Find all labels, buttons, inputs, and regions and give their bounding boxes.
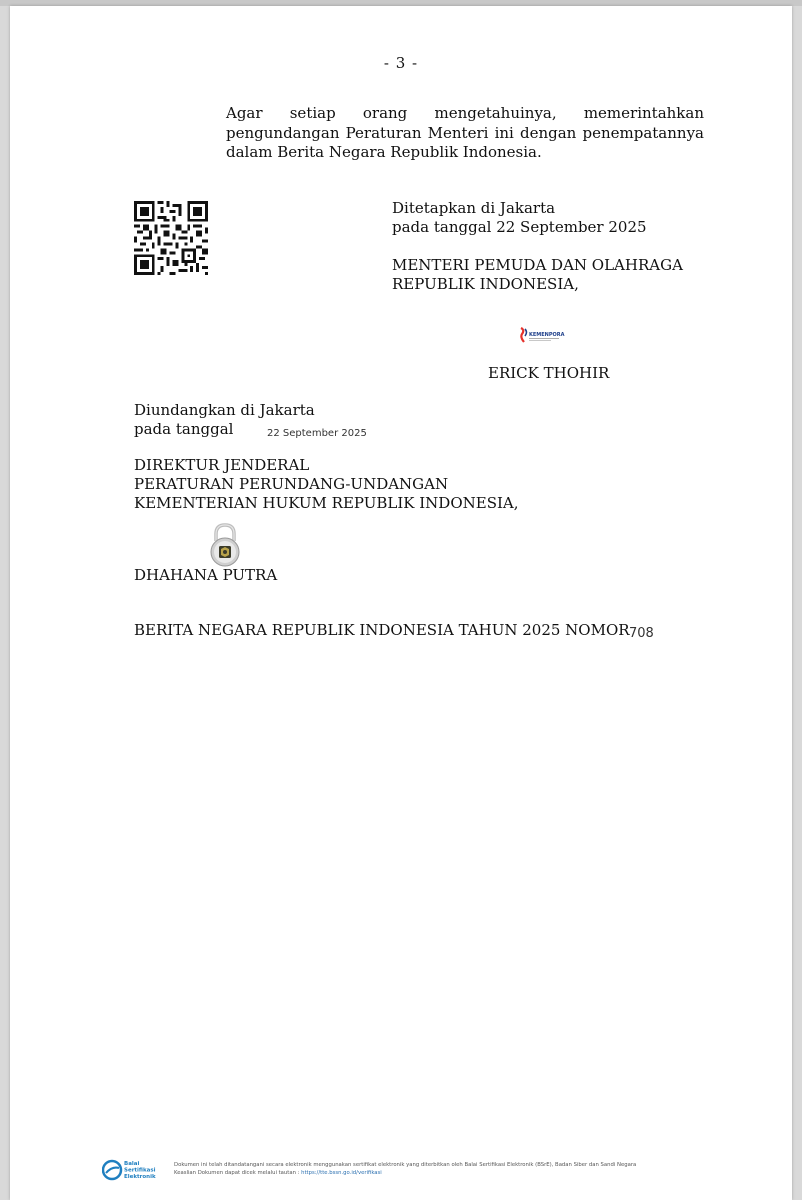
minister-title-line2: REPUBLIK INDONESIA, xyxy=(392,275,579,293)
electronic-signature-notice xyxy=(174,1161,714,1177)
gazette-number: 708 xyxy=(629,626,654,641)
minister-title-line1: MENTERI PEMUDA DAN OLAHRAGA xyxy=(392,256,683,274)
svg-text:Balai: Balai xyxy=(124,1161,140,1167)
promulgation-place: Diundangkan di Jakarta xyxy=(134,401,315,419)
gazette-label: BERITA NEGARA REPUBLIK INDONESIA TAHUN 2025 NOMOR xyxy=(134,621,630,639)
paragraph-line: dalam Berita Negara Republik Indonesia. xyxy=(226,143,542,161)
page-number: - 3 - xyxy=(383,54,419,72)
paragraph-line: pengundangan Peraturan Menteri ini dengan penempatannya xyxy=(226,123,704,142)
svg-text:Sertifikasi: Sertifikasi xyxy=(124,1167,156,1174)
director-title-line1: DIREKTUR JENDERAL xyxy=(134,456,310,474)
director-title-line3: KEMENTERIAN HUKUM REPUBLIK INDONESIA, xyxy=(134,494,519,512)
promulgation-date-stamp: 22 September 2025 xyxy=(267,428,367,439)
closing-paragraph xyxy=(226,104,704,163)
document-page xyxy=(10,6,792,1200)
enactment-place: Ditetapkan di Jakarta xyxy=(392,199,556,217)
kemenpora-logo xyxy=(519,326,567,344)
bsre-logo xyxy=(102,1158,174,1182)
enactment-date: pada tanggal 22 September 2025 xyxy=(392,218,647,236)
notice-line2 xyxy=(174,1169,714,1177)
svg-text:Elektronik: Elektronik xyxy=(124,1174,156,1180)
notice-line1: Dokumen ini telah ditandatangani secara elektronik menggunakan sertifikat elektronik yang diterbitkan oleh Balai Sertifikasi Elektronik (BSrE), Badan Siber dan Sandi Negara xyxy=(174,1162,637,1168)
promulgation-date-label: pada tanggal xyxy=(134,420,234,438)
lock-seal-icon xyxy=(208,522,242,568)
director-signatory: DHAHANA PUTRA xyxy=(134,566,278,584)
svg-text:KEMENPORA: KEMENPORA xyxy=(529,332,565,338)
verification-link[interactable]: https://tte.bssn.go.id/verifikasi xyxy=(301,1170,382,1176)
director-title-line2: PERATURAN PERUNDANG-UNDANGAN xyxy=(134,475,449,493)
paragraph-line: Agar setiap orang mengetahuinya, memerintahkan xyxy=(226,104,704,122)
notice-line2-text: Keaslian Dokumen dapat dicek melalui tautan : xyxy=(174,1170,300,1176)
qr-code xyxy=(134,201,208,275)
minister-signatory: ERICK THOHIR xyxy=(488,364,610,382)
